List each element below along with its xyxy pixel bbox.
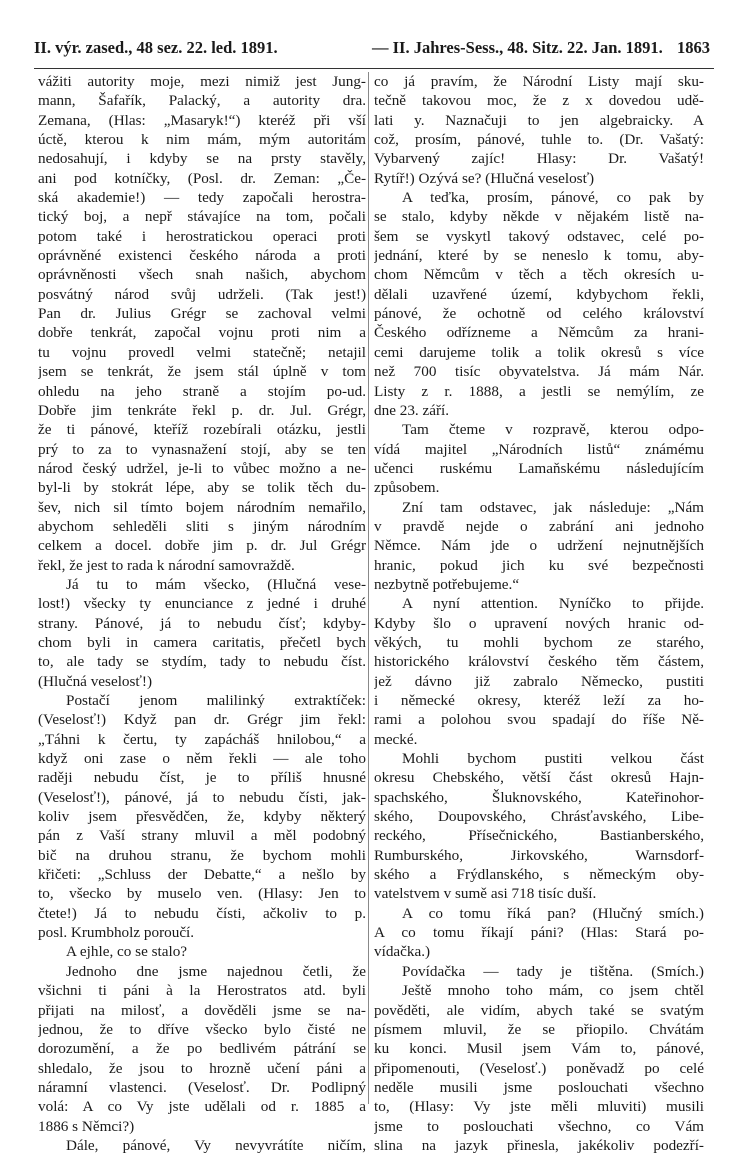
- text-line: vídá majitel „Národních listů“ známému: [374, 440, 704, 458]
- text-line: jsem se tenkrát, že jsem stál úplně v tom: [38, 363, 366, 381]
- text-line: raději nebudu číst, je to příliš hnusné: [38, 769, 366, 787]
- header-german-session: — II. Jahres-Sess., 48. Sitz. 22. Jan. 1891.: [372, 38, 663, 57]
- text-line: cemi darujeme tolik a tolik okresů s více: [374, 343, 704, 361]
- text-line: neděle musili jsme poslouchati všechno: [374, 1078, 704, 1096]
- text-line: (Veselosť!), pánové, já to nebudu čísti, jak-: [38, 788, 366, 806]
- page-header: [34, 38, 710, 68]
- text-line: A ejhle, co se stalo?: [66, 943, 188, 961]
- text-line: Rytíř!) Ozývá se? (Hlučná veselosť): [374, 169, 595, 187]
- text-line: prý to za to vynasnažení stojí, aby se ten: [38, 440, 366, 458]
- text-line: slina na jazyk přinesla, jakékoliv podezří-: [374, 1136, 704, 1154]
- text-line: Dobře jim tenkráte řekl p. dr. Jul. Grégr,: [38, 401, 366, 419]
- text-line: oprávněné existenci českého národa a proti: [38, 247, 366, 265]
- text-line: bič na druhou stranu, že bychom mohli: [38, 846, 366, 864]
- text-line: Zemana, (Hlas: „Masaryk!“) kteréž při vší: [38, 111, 366, 129]
- text-line: pověděti, ale vidím, abych také se svatým: [374, 1001, 704, 1019]
- text-line: shledalo, že jsou to hrozně učení páni a: [38, 1059, 366, 1077]
- text-line: Tam čteme v rozpravě, kterou odpo-: [402, 421, 704, 439]
- text-line: A co tomu říká pan? (Hlučný smích.): [402, 904, 704, 922]
- text-line: strany. Pánové, já to nebudu čísť; kdyby-: [38, 614, 366, 632]
- text-line: dobře tenkrát, započal vojnu proti nim a: [38, 324, 366, 342]
- header-czech-session: II. výr. zased., 48 sez. 22. led. 1891.: [34, 38, 278, 57]
- text-line: Pan dr. Julius Grégr se zachoval velmi: [38, 305, 366, 323]
- text-line: Povídačka — tady je tištěna. (Smích.): [402, 962, 704, 980]
- text-line: šem se vyskytl takový odstavec, celé po-: [374, 227, 704, 245]
- text-line: jež dávno již zabralo Německo, pustiti: [374, 672, 704, 690]
- text-line: spachského, Šluknovského, Kateřinohor-: [374, 788, 704, 806]
- text-line: což, prosím, pánové, tuhle to. (Dr. Vašatý:: [374, 131, 704, 149]
- left-column: [38, 72, 366, 1155]
- text-line: to, všecko by muselo ven. (Hlasy: Jen to: [38, 885, 366, 903]
- text-line: že ti pánové, kteříž rozebírali otázku, jestli: [38, 421, 366, 439]
- text-line: Kdyby šlo o upravení nových hranic od-: [374, 614, 704, 632]
- text-line: vážiti autority moje, mezi nimiž jest Jung-: [38, 73, 366, 90]
- text-line: Zní tam odstavec, jak následuje: „Nám: [402, 498, 704, 516]
- text-line: národ český udržel, je-li to vůbec možno a ne-: [38, 459, 366, 477]
- text-line: historického království českého těm částem,: [374, 653, 704, 671]
- text-line: Jednoho dne jsme najednou četli, že: [66, 962, 366, 980]
- text-line: ohledu na jeho straně a stojím po-ud.: [38, 382, 366, 400]
- text-line: Českého odřízneme a Němcům za hrani-: [374, 324, 704, 342]
- text-line: úctě, kterou k nim mám, mým autoritám: [38, 131, 366, 149]
- text-line: Vybarvený zajíc! Hlasy: Dr. Vašatý!: [374, 150, 704, 168]
- text-line: v pravdě nejde o zabrání ani jednoho: [374, 517, 704, 535]
- text-line: se stalo, kdyby někde v nějakém listě na-: [374, 208, 704, 226]
- text-line: koliv jsem přesvědčen, že, kdyby některý: [38, 808, 366, 826]
- text-line: jednou, že to dříve všecko bylo čisté ne: [38, 1020, 366, 1038]
- text-line: řekl, že jest to rada k národní samovraždě.: [38, 556, 295, 574]
- text-line: to, ale tady se stydím, tady to nebudu číst.: [38, 653, 366, 671]
- text-line: když oni zase o něm řekli — ale toho: [38, 750, 366, 768]
- text-line: i německé okresy, kteréž leží za ho-: [374, 692, 704, 709]
- text-line: okresu Chebského, větší část okresů Hajn-: [374, 769, 704, 787]
- text-line: tický boj, a nepř stávajíce na tom, počali: [38, 208, 366, 226]
- text-line: náramní vlastenci. (Veselosť. Dr. Podlipný: [38, 1078, 366, 1096]
- text-line: Já tu to mám všecko, (Hlučná vese-: [66, 575, 366, 593]
- text-line: Mohli bychom pustiti velkou část: [402, 750, 704, 768]
- text-line: jsme to poslouchati všechno, co Vám: [374, 1117, 704, 1135]
- text-line: čtete!) Já to nebudu čísti, ačkoliv to p.: [38, 904, 366, 922]
- text-line: „Táhni k čertu, ty zapácháš hnilobou,“ a: [38, 730, 366, 748]
- text-line: Dále, pánové, Vy nevyvrátíte ničím,: [66, 1136, 366, 1154]
- header-rule: [34, 68, 714, 69]
- right-column: [374, 72, 704, 1155]
- text-line: (Veselosť!) Když pan dr. Grégr jim řekl:: [38, 711, 366, 729]
- text-line: posl. Krumbholz poroučí.: [38, 924, 195, 942]
- text-line: reckého, Přísečnického, Bastianberského,: [374, 827, 704, 845]
- text-line: rami a polohou svou spadají do říše Ně-: [374, 711, 704, 729]
- text-line: potom také i herostratickou operaci proti: [38, 227, 366, 245]
- text-line: 1886 s Němci?): [38, 1117, 135, 1135]
- text-line: posvátný národ svůj udrželi. (Tak jest!): [38, 285, 366, 303]
- text-line: pán z Vaší strany mluvil a měl podobný: [38, 827, 366, 845]
- text-line: přijati na milosť, a dověděli jsme se na-: [38, 1001, 366, 1019]
- text-line: pánové, že ochotně od celého království: [374, 305, 704, 323]
- text-line: A co tomu říkají páni? (Hlas: Stará po-: [374, 924, 704, 942]
- text-line: to, (Hlasy: Vy jste měli mluviti) musili: [374, 1098, 704, 1116]
- text-line: Rumburského, Jirkovského, Warnsdorf-: [374, 846, 704, 864]
- text-line: hranic, pokud jich ku své bezpečnosti: [374, 556, 704, 574]
- text-line: všichni ti páni à la Herostratos atd. byli: [38, 982, 366, 1000]
- text-line: vatelstvem v sumě asi 718 tisíc duší.: [374, 885, 597, 903]
- text-line: lost!) všecky ty enunciance z jedné i druhé: [38, 595, 366, 613]
- column-divider: [368, 72, 369, 1104]
- text-line: volá: A co Vy jste udělali od r. 1885 a: [38, 1098, 366, 1116]
- text-line: nezbytně potřebujeme.“: [374, 575, 520, 593]
- text-line: mecké.: [374, 730, 418, 748]
- text-line: Listy z r. 1888, a jestli se nemýlím, ze: [374, 382, 704, 400]
- text-line: šev, nich sil tímto bojem národním nemařilo,: [38, 498, 366, 516]
- text-line: mann, Šafařík, Palacký, a autority dra.: [38, 92, 366, 110]
- text-line: celkem a docel. dobře jim p. dr. Jul Grégr: [38, 537, 366, 555]
- text-line: písmem mluvil, že se přiopilo. Chvátám: [374, 1020, 704, 1038]
- text-line: jednání, které by se neneslo k tomu, aby-: [374, 247, 704, 265]
- text-line: chom byli in camera caritatis, přečetl bych: [38, 633, 366, 651]
- text-line: způsobem.: [374, 479, 440, 497]
- page-number: 1863: [677, 38, 710, 57]
- text-line: ského, Doupovského, Chrásťavského, Libe-: [374, 808, 704, 826]
- text-line: než 700 tisíc obyvatelstva. Já mám Nár.: [374, 363, 704, 381]
- text-line: A teďka, prosím, pánové, co pak by: [402, 189, 704, 207]
- text-line: křičeti: „Schluss der Debatte,“ a nešlo by: [38, 866, 366, 884]
- text-line: vídačka.): [374, 943, 431, 961]
- text-line: tu vojnu provedl velmi statečně; netajil: [38, 343, 366, 361]
- text-line: oprávněnosti všech snah našich, abychom: [38, 266, 366, 284]
- text-line: věkých, tu mohli bychom ze starého,: [374, 633, 704, 651]
- text-line: byl-li by stokrát lépe, aby se tolik těch du-: [38, 479, 366, 497]
- text-line: učenci ruskému Lamaňskému následujícím: [374, 459, 704, 477]
- text-line: ani pod kotníčky, (Posl. dr. Zeman: „Če-: [38, 169, 366, 187]
- text-line: (Hlučná veselosť!): [38, 672, 153, 690]
- text-line: nedosahují, i kdyby se na prsty stavěly,: [38, 150, 366, 168]
- text-line: ku konci. Musil jsem Vám to, pánové,: [374, 1040, 704, 1058]
- text-line: lati y. Naznačuji to jen algebraicky. A: [374, 111, 704, 129]
- text-line: Postačí jenom malilinký extraktíček:: [66, 692, 366, 709]
- text-line: připomenouti, (Veselosť.) poněvadž po celé: [374, 1059, 704, 1077]
- text-line: co já pravím, že Národní Listy mají sku-: [374, 73, 704, 90]
- text-line: ská akademie!) — tedy započali herostra-: [38, 189, 366, 207]
- text-line: dorozumění, a že po bedlivém pátrání se: [38, 1040, 366, 1058]
- text-line: dělali uzavřené území, kdybychom řekli,: [374, 285, 704, 303]
- text-line: tečně takovou moc, že z x dovedou udě-: [374, 92, 704, 110]
- text-line: Němce. Nám jde o udržení nejnutnějších: [374, 537, 704, 555]
- text-line: abychom sehleděli sliti s jiným národním: [38, 517, 366, 535]
- text-line: dne 23. září.: [374, 401, 450, 419]
- text-line: chom Němcům v těch a těch okresích u-: [374, 266, 704, 284]
- text-line: Ještě mnoho toho mám, co jsem chtěl: [402, 982, 704, 1000]
- text-line: ského a Frýdlanského, s německým oby-: [374, 866, 704, 884]
- text-line: A nyní attention. Nyníčko to přijde.: [402, 595, 704, 613]
